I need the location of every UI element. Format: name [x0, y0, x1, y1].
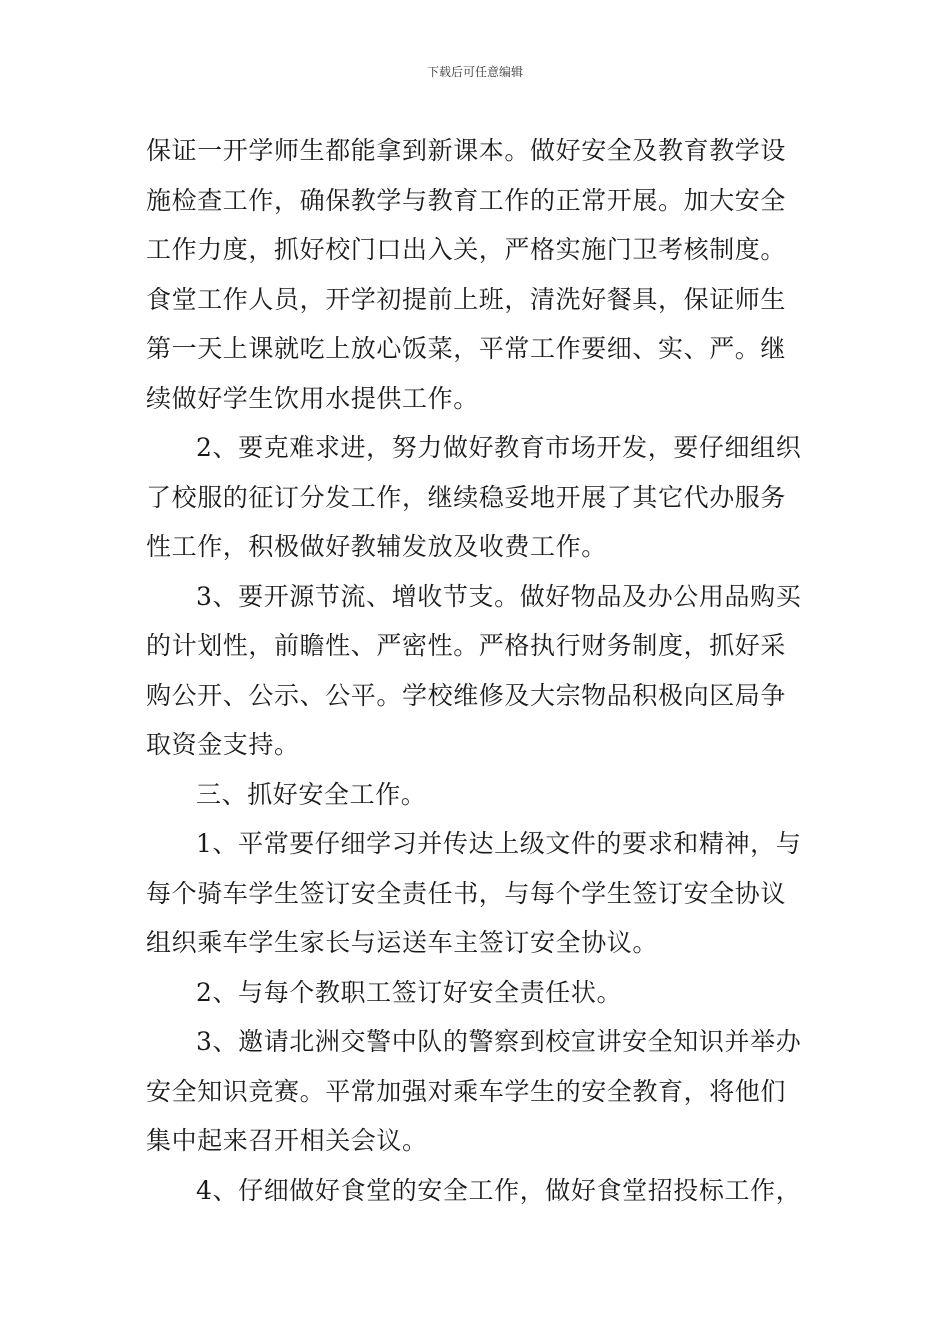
document-body — [146, 126, 808, 1215]
text-line: 安全知识竞赛。平常加强对乘车学生的安全教育，将他们 — [146, 1076, 787, 1106]
paragraph-first-line: 1、平常要仔细学习并传达上级文件的要求和精神，与 — [196, 829, 802, 858]
text-line: 续做好学生饮用水提供工作。 — [146, 383, 479, 413]
text-line: 性工作，积极做好教辅发放及收费工作。 — [146, 532, 607, 561]
text-line: 第一天上课就吃上放心饭菜，平常工作要细、实、严。继 — [146, 334, 787, 363]
paragraph-first-line: 3、要开源节流、增收节支。做好物品及办公用品购买 — [196, 581, 802, 611]
text-line: 施检查工作，确保教学与教育工作的正常开展。加大安全 — [146, 185, 787, 215]
paragraph-first-line: 4、仔细做好食堂的安全工作，做好食堂招投标工作， — [196, 1175, 802, 1205]
text-line: 食堂工作人员，开学初提前上班，清洗好餐具，保证师生 — [146, 284, 787, 314]
text-line: 每个骑车学生签订安全责任书，与每个学生签订安全协议 — [146, 878, 787, 908]
text-line: 的计划性，前瞻性、严密性。严格执行财务制度，抓好采 — [146, 631, 787, 660]
text-line: 购公开、公示、公平。学校维修及大宗物品积极向区局争 — [146, 680, 787, 710]
text-line: 组织乘车学生家长与运送车主签订安全协议。 — [146, 928, 659, 957]
text-line: 保证一开学师生都能拿到新课本。做好安全及教育教学设 — [146, 136, 787, 165]
section-heading: 三、抓好安全工作。 — [196, 779, 427, 809]
paragraph-first-line: 3、邀请北洲交警中队的警察到校宣讲安全知识并举办 — [196, 1027, 802, 1056]
paragraph-first-line: 2、与每个教职工签订好安全责任状。 — [196, 977, 623, 1007]
paragraph-first-line: 2、要克难求进，努力做好教育市场开发，要仔细组织 — [196, 433, 802, 462]
text-line: 工作力度，抓好校门口出入关，严格实施门卫考核制度。 — [146, 235, 787, 264]
text-line: 了校服的征订分发工作，继续稳妥地开展了其它代办服务 — [146, 482, 787, 512]
page-header: 下载后可任意编辑 — [426, 65, 523, 79]
text-line: 取资金支持。 — [146, 730, 300, 759]
text-line: 集中起来召开相关会议。 — [146, 1126, 428, 1155]
